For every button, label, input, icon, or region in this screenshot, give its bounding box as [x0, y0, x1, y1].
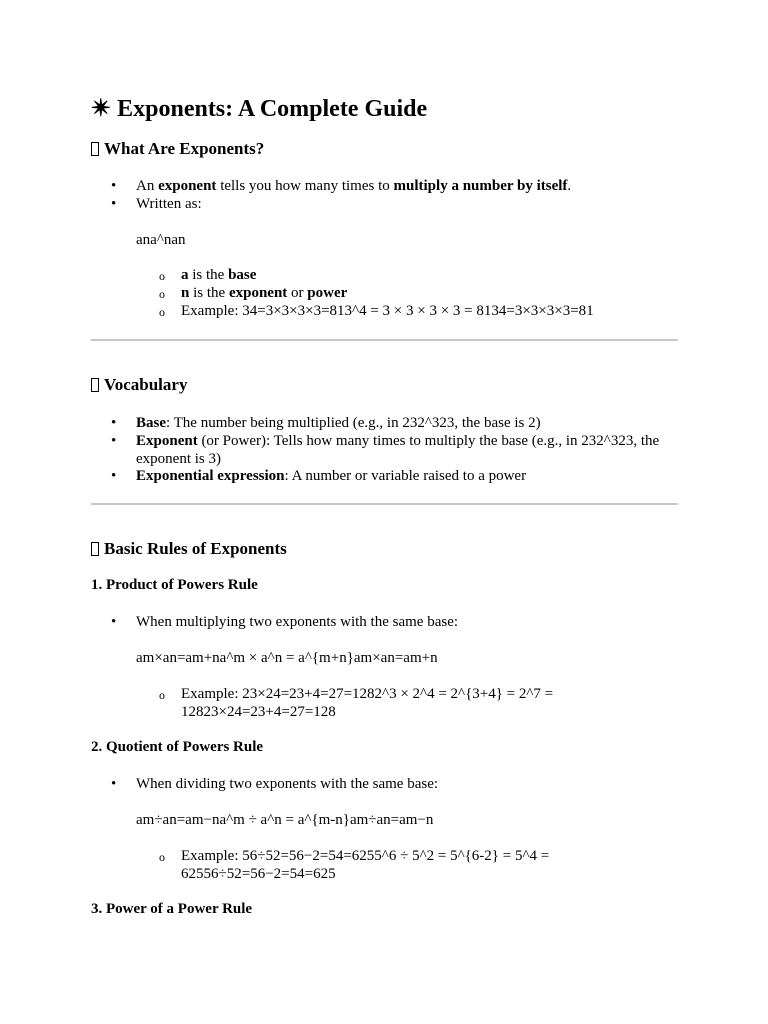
bullet-marker: • [111, 776, 117, 792]
sub-list-item-continuation: 12823×24=23+4=27=128 [181, 704, 336, 720]
rule-title: 1. Product of Powers Rule [91, 577, 258, 593]
rule-title: 3. Power of a Power Rule [91, 901, 253, 917]
rule-title: 2. Quotient of Powers Rule [91, 739, 264, 755]
sub-bullet-marker: o [159, 269, 165, 283]
list-item-continuation: exponent is 3) [136, 451, 221, 467]
sub-list-item: Example: 23×24=23+4=27=1282^3 × 2^4 = 2^{3+4} = 2^7 = [181, 686, 554, 702]
sub-bullet-marker: o [159, 287, 165, 301]
missing-glyph-icon [91, 142, 99, 156]
formula: am×an=am+na^m × a^n = a^{m+n}am×an=am+n [136, 650, 438, 666]
sub-list-item: n is the exponent or power [181, 285, 348, 301]
section-heading-text: Vocabulary [104, 375, 188, 394]
sub-bullet-marker: o [159, 305, 165, 319]
list-item: Base: The number being multiplied (e.g., in 232^323, the base is 2) [136, 415, 541, 431]
page-title-text: Exponents: A Complete Guide [117, 96, 428, 122]
list-item: Exponential expression: A number or variable raised to a power [136, 468, 527, 484]
bullet-marker: • [111, 415, 117, 431]
sub-list-item: Example: 34=3×3×3×3=813^4 = 3 × 3 × 3 × 3 = 8134=3×3×3×3=81 [181, 303, 594, 319]
missing-glyph-icon [91, 378, 99, 392]
sub-list-item: Example: 56÷52=56−2=54=6255^6 ÷ 5^2 = 5^{6-2} = 5^4 = [181, 848, 550, 864]
sub-bullet-marker: o [159, 850, 165, 864]
list-item: When multiplying two exponents with the same base: [136, 614, 459, 630]
section-heading-text: Basic Rules of Exponents [104, 539, 287, 558]
bullet-marker: • [111, 614, 117, 630]
missing-glyph-icon [91, 542, 99, 556]
sub-list-item-continuation: 62556÷52=56−2=54=625 [181, 866, 336, 882]
list-item: Exponent (or Power): Tells how many times to multiply the base (e.g., in 232^323, the [136, 433, 660, 449]
list-item: An exponent tells you how many times to multiply a number by itself. [136, 178, 572, 194]
section-heading-what [91, 139, 264, 159]
sub-list-item: a is the base [181, 267, 257, 283]
sub-bullet-marker: o [159, 688, 165, 702]
divider [91, 503, 678, 505]
page-title [91, 94, 427, 123]
divider [91, 339, 678, 341]
bullet-marker: • [111, 196, 117, 212]
list-item: When dividing two exponents with the same base: [136, 776, 439, 792]
bullet-marker: • [111, 178, 117, 194]
star-icon: ✴ [91, 96, 112, 122]
section-heading-vocab [91, 375, 187, 395]
bullet-marker: • [111, 468, 117, 484]
section-heading-text: What Are Exponents? [104, 139, 265, 158]
section-heading-rules [91, 539, 287, 559]
list-item: Written as: [136, 196, 202, 212]
formula: am÷an=am−na^m ÷ a^n = a^{m-n}am÷an=am−n [136, 812, 434, 828]
bullet-marker: • [111, 433, 117, 449]
formula: ana^nan [136, 232, 186, 248]
